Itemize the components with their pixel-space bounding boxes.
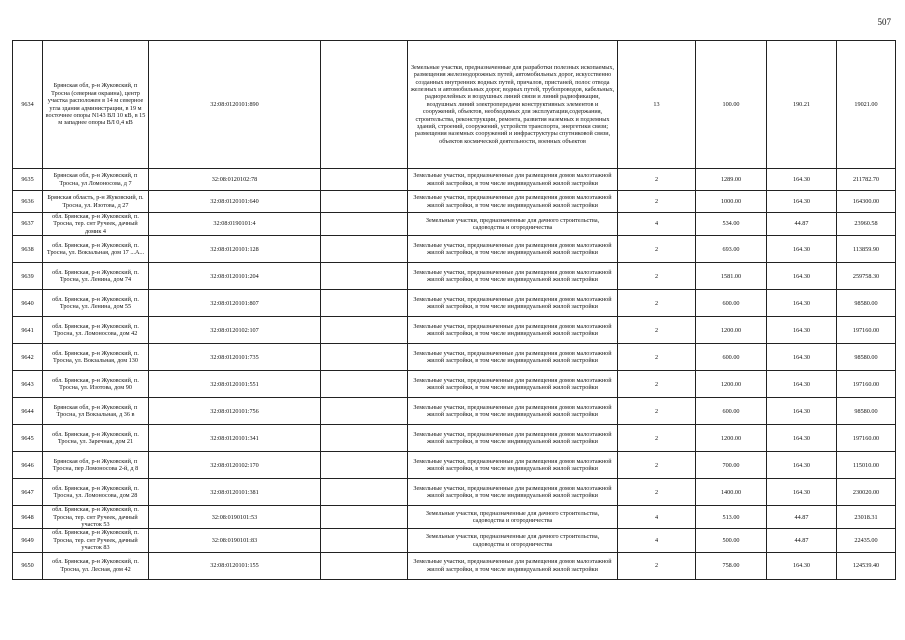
address-cell: Брянская область, р-н Жуковский, п. Тросна, ул. Изотова, д 27: [43, 191, 149, 213]
table-row: [13, 263, 896, 290]
cadastral-number-cell: 32:08:0120101:890: [149, 41, 321, 169]
cadastral-value-cell: 211782.70: [837, 169, 896, 191]
rate-cell: 44.87: [767, 506, 837, 529]
area-cell: 600.00: [696, 344, 767, 371]
group-cell: 2: [618, 425, 696, 452]
cadastral-value-cell: 197160.00: [837, 317, 896, 344]
rate-cell: 164.30: [767, 371, 837, 398]
table-body: [13, 41, 896, 580]
address-cell: Брянская обл, р-н Жуковский, п Тросна, пер Ломоносова 2-й, д 8: [43, 452, 149, 479]
cadastral-number-cell: 32:08:0120101:756: [149, 398, 321, 425]
land-use-cell: Земельные участки, предназначенные для размещения домов малоэтажной жилой застройки, в том числе индивидуальной жилой застройки: [408, 191, 618, 213]
empty-cell: [321, 371, 408, 398]
area-cell: 700.00: [696, 452, 767, 479]
land-use-cell: Земельные участки, предназначенные для размещения домов малоэтажной жилой застройки, в том числе индивидуальной жилой застройки: [408, 425, 618, 452]
cadastral-value-cell: 197160.00: [837, 425, 896, 452]
row-number-cell: 9641: [13, 317, 43, 344]
area-cell: 100.00: [696, 41, 767, 169]
land-use-cell: Земельные участки, предназначенные для размещения домов малоэтажной жилой застройки, в том числе индивидуальной жилой застройки: [408, 317, 618, 344]
cadastral-number-cell: 32:08:0120101:128: [149, 236, 321, 263]
cadastral-value-cell: 23018.31: [837, 506, 896, 529]
row-number-cell: 9644: [13, 398, 43, 425]
area-cell: 513.00: [696, 506, 767, 529]
group-cell: 2: [618, 317, 696, 344]
group-cell: 2: [618, 290, 696, 317]
land-use-cell: Земельные участки, предназначенные для размещения домов малоэтажной жилой застройки, в том числе индивидуальной жилой застройки: [408, 552, 618, 579]
table-row: [13, 236, 896, 263]
cadastral-number-cell: 32:08:0190101:53: [149, 506, 321, 529]
group-cell: 2: [618, 191, 696, 213]
empty-cell: [321, 398, 408, 425]
land-use-cell: Земельные участки, предназначенные для размещения домов малоэтажной жилой застройки, в том числе индивидуальной жилой застройки: [408, 479, 618, 506]
cadastral-number-cell: 32:08:0120102:107: [149, 317, 321, 344]
group-cell: 2: [618, 452, 696, 479]
row-number-cell: 9646: [13, 452, 43, 479]
cadastral-value-cell: 98580.00: [837, 398, 896, 425]
area-cell: 693.00: [696, 236, 767, 263]
cadastral-number-cell: 32:08:0190101:83: [149, 529, 321, 552]
land-register-table: [12, 40, 896, 580]
address-cell: Брянская обл, р-н Жуковский, п Тросна, ул Ломоносова, д 7: [43, 169, 149, 191]
page-number: 507: [877, 17, 891, 27]
area-cell: 600.00: [696, 290, 767, 317]
table-row: [13, 371, 896, 398]
group-cell: 2: [618, 552, 696, 579]
cadastral-number-cell: 32:08:0120102:170: [149, 452, 321, 479]
empty-cell: [321, 452, 408, 479]
cadastral-value-cell: 113859.90: [837, 236, 896, 263]
address-cell: обл. Брянская, р-н Жуковский, п. Тросна, тер. снт Ручеек, дачный участок 83: [43, 529, 149, 552]
table-row: [13, 552, 896, 579]
row-number-cell: 9648: [13, 506, 43, 529]
cadastral-value-cell: 230020.00: [837, 479, 896, 506]
rate-cell: 44.87: [767, 213, 837, 236]
cadastral-value-cell: 19021.00: [837, 41, 896, 169]
land-use-cell: Земельные участки, предназначенные для размещения домов малоэтажной жилой застройки, в том числе индивидуальной жилой застройки: [408, 344, 618, 371]
rate-cell: 164.30: [767, 317, 837, 344]
cadastral-number-cell: 32:08:0120102:78: [149, 169, 321, 191]
rate-cell: 44.87: [767, 529, 837, 552]
land-use-cell: Земельные участки, предназначенные для размещения домов малоэтажной жилой застройки, в том числе индивидуальной жилой застройки: [408, 290, 618, 317]
row-number-cell: 9636: [13, 191, 43, 213]
rate-cell: 164.30: [767, 479, 837, 506]
table-row: [13, 344, 896, 371]
table-row: [13, 425, 896, 452]
table-row: [13, 398, 896, 425]
area-cell: 758.00: [696, 552, 767, 579]
row-number-cell: 9649: [13, 529, 43, 552]
area-cell: 1000.00: [696, 191, 767, 213]
land-use-cell: Земельные участки, предназначенные для дачного строительства, садоводства и огородничества: [408, 529, 618, 552]
rate-cell: 164.30: [767, 191, 837, 213]
group-cell: 2: [618, 169, 696, 191]
area-cell: 534.00: [696, 213, 767, 236]
address-cell: обл. Брянская, р-н Жуковский, п. Тросна, ул. Заречная, дом 21: [43, 425, 149, 452]
row-number-cell: 9640: [13, 290, 43, 317]
land-use-cell: Земельные участки, предназначенные для размещения домов малоэтажной жилой застройки, в том числе индивидуальной жилой застройки: [408, 169, 618, 191]
land-use-cell: Земельные участки, предназначенные для дачного строительства, садоводства и огородничества: [408, 506, 618, 529]
empty-cell: [321, 344, 408, 371]
land-use-cell: Земельные участки, предназначенные для размещения домов малоэтажной жилой застройки, в том числе индивидуальной жилой застройки: [408, 236, 618, 263]
address-cell: обл. Брянская, р-н Жуковский, п. Тросна, ул. Вокзальная, дом 130: [43, 344, 149, 371]
cadastral-value-cell: 98580.00: [837, 344, 896, 371]
group-cell: 4: [618, 529, 696, 552]
address-cell: обл. Брянская, р-н Жуковский, п. Тросна, ул. Ленина, дом 74: [43, 263, 149, 290]
cadastral-number-cell: 32:08:0120101:204: [149, 263, 321, 290]
rate-cell: 164.30: [767, 552, 837, 579]
cadastral-number-cell: 32:08:0120101:381: [149, 479, 321, 506]
cadastral-number-cell: 32:08:0190101:4: [149, 213, 321, 236]
rate-cell: 164.30: [767, 425, 837, 452]
area-cell: 1400.00: [696, 479, 767, 506]
address-cell: обл. Брянская, р-н Жуковский, п. Тросна, ул. Изотова, дом 90: [43, 371, 149, 398]
row-number-cell: 9637: [13, 213, 43, 236]
cadastral-value-cell: 197160.00: [837, 371, 896, 398]
land-use-cell: Земельные участки, предназначенные для разработки полезных ископаемых, размещения железнодорожных путей, автомобильных дорог, искусственно созданных внутренних водных путей, причалов, пристаней, полос отвода железных и автомобильных дорог, водных путей, трубопроводов, кабельных, радиорелейных и воздушных линий связи и линий радиофикации, воздушных линий электропередачи конструктивных элементов и сооружений, объектов, необходимых для эксплуатации,содержания, строительства, реконструкции, ремонта, развития наземных и подземных зданий, строений, сооружений, устройств транспорта, энергетики связи; размещения наземных сооружений и инфраструктуры спутниковой связи, объектов космической деятельности, военных объектов: [408, 41, 618, 169]
rate-cell: 164.30: [767, 236, 837, 263]
empty-cell: [321, 263, 408, 290]
cadastral-number-cell: 32:08:0120101:551: [149, 371, 321, 398]
address-cell: обл. Брянская, р-н Жуковский, п. Тросна, ул. Лесная, дом 42: [43, 552, 149, 579]
area-cell: 1200.00: [696, 317, 767, 344]
area-cell: 1200.00: [696, 425, 767, 452]
row-number-cell: 9643: [13, 371, 43, 398]
row-number-cell: 9634: [13, 41, 43, 169]
cadastral-value-cell: 124539.40: [837, 552, 896, 579]
cadastral-value-cell: 23960.58: [837, 213, 896, 236]
address-cell: обл. Брянская, р-н Жуковский, п. Тросна, ул. Ломоносова, дом 42: [43, 317, 149, 344]
table-row: [13, 191, 896, 213]
cadastral-number-cell: 32:08:0120101:735: [149, 344, 321, 371]
area-cell: 500.00: [696, 529, 767, 552]
group-cell: 2: [618, 398, 696, 425]
empty-cell: [321, 529, 408, 552]
area-cell: 1289.00: [696, 169, 767, 191]
empty-cell: [321, 213, 408, 236]
table-row: [13, 529, 896, 552]
land-use-cell: Земельные участки, предназначенные для размещения домов малоэтажной жилой застройки, в том числе индивидуальной жилой застройки: [408, 263, 618, 290]
table-row: [13, 479, 896, 506]
address-cell: обл. Брянская, р-н Жуковский, п. Тросна, ул. Ломоносова, дом 28: [43, 479, 149, 506]
address-cell: обл. Брянская, р-н Жуковский, п. Тросна, тер. снт Ручеек, дачный участок 53: [43, 506, 149, 529]
row-number-cell: 9647: [13, 479, 43, 506]
row-number-cell: 9635: [13, 169, 43, 191]
row-number-cell: 9645: [13, 425, 43, 452]
rate-cell: 164.30: [767, 398, 837, 425]
row-number-cell: 9638: [13, 236, 43, 263]
address-cell: Брянская обл, р-н Жуковский, п Тросна (северная окраина), центр участка расположен в 14 м северное угла здания администрации, в 19 м восточнее опоры N143 ВЛ 10 кВ, в 15 м западнее опоры ВЛ 0,4 кВ: [43, 41, 149, 169]
empty-cell: [321, 425, 408, 452]
cadastral-value-cell: 115010.00: [837, 452, 896, 479]
cadastral-value-cell: 259758.30: [837, 263, 896, 290]
row-number-cell: 9650: [13, 552, 43, 579]
area-cell: 1200.00: [696, 371, 767, 398]
table-row: [13, 41, 896, 169]
rate-cell: 164.30: [767, 169, 837, 191]
address-cell: обл. Брянская, р-н Жуковский, п. Тросна, ул. Ленина, дом 55: [43, 290, 149, 317]
row-number-cell: 9642: [13, 344, 43, 371]
land-use-cell: Земельные участки, предназначенные для размещения домов малоэтажной жилой застройки, в том числе индивидуальной жилой застройки: [408, 371, 618, 398]
empty-cell: [321, 479, 408, 506]
address-cell: Брянская обл, р-н Жуковский, п Тросна, ул Вокзальная, д 36 в: [43, 398, 149, 425]
cadastral-value-cell: 22435.00: [837, 529, 896, 552]
land-use-cell: Земельные участки, предназначенные для дачного строительства, садоводства и огородничества: [408, 213, 618, 236]
address-cell: обл. Брянская, р-н Жуковский, п. Тросна, ул. Вокзальная, дом 17 ...А...: [43, 236, 149, 263]
rate-cell: 164.30: [767, 344, 837, 371]
rate-cell: 164.30: [767, 263, 837, 290]
group-cell: 2: [618, 263, 696, 290]
cadastral-number-cell: 32:08:0120101:807: [149, 290, 321, 317]
land-use-cell: Земельные участки, предназначенные для размещения домов малоэтажной жилой застройки, в том числе индивидуальной жилой застройки: [408, 452, 618, 479]
group-cell: 2: [618, 344, 696, 371]
empty-cell: [321, 169, 408, 191]
table-row: [13, 213, 896, 236]
empty-cell: [321, 41, 408, 169]
area-cell: 600.00: [696, 398, 767, 425]
group-cell: 13: [618, 41, 696, 169]
empty-cell: [321, 191, 408, 213]
table-row: [13, 290, 896, 317]
land-use-cell: Земельные участки, предназначенные для размещения домов малоэтажной жилой застройки, в том числе индивидуальной жилой застройки: [408, 398, 618, 425]
cadastral-value-cell: 98580.00: [837, 290, 896, 317]
rate-cell: 190.21: [767, 41, 837, 169]
area-cell: 1581.00: [696, 263, 767, 290]
group-cell: 2: [618, 371, 696, 398]
table-row: [13, 452, 896, 479]
address-cell: обл. Брянская, р-н Жуковский, п. Тросна, тер. снт Ручеек, дачный домик 4: [43, 213, 149, 236]
table-row: [13, 506, 896, 529]
row-number-cell: 9639: [13, 263, 43, 290]
group-cell: 2: [618, 479, 696, 506]
cadastral-number-cell: 32:08:0120101:640: [149, 191, 321, 213]
empty-cell: [321, 317, 408, 344]
cadastral-number-cell: 32:08:0120101:341: [149, 425, 321, 452]
rate-cell: 164.30: [767, 452, 837, 479]
table-row: [13, 317, 896, 344]
empty-cell: [321, 290, 408, 317]
cadastral-number-cell: 32:08:0120101:155: [149, 552, 321, 579]
group-cell: 2: [618, 236, 696, 263]
empty-cell: [321, 506, 408, 529]
cadastral-value-cell: 164300.00: [837, 191, 896, 213]
rate-cell: 164.30: [767, 290, 837, 317]
table-row: [13, 169, 896, 191]
empty-cell: [321, 552, 408, 579]
group-cell: 4: [618, 213, 696, 236]
empty-cell: [321, 236, 408, 263]
group-cell: 4: [618, 506, 696, 529]
